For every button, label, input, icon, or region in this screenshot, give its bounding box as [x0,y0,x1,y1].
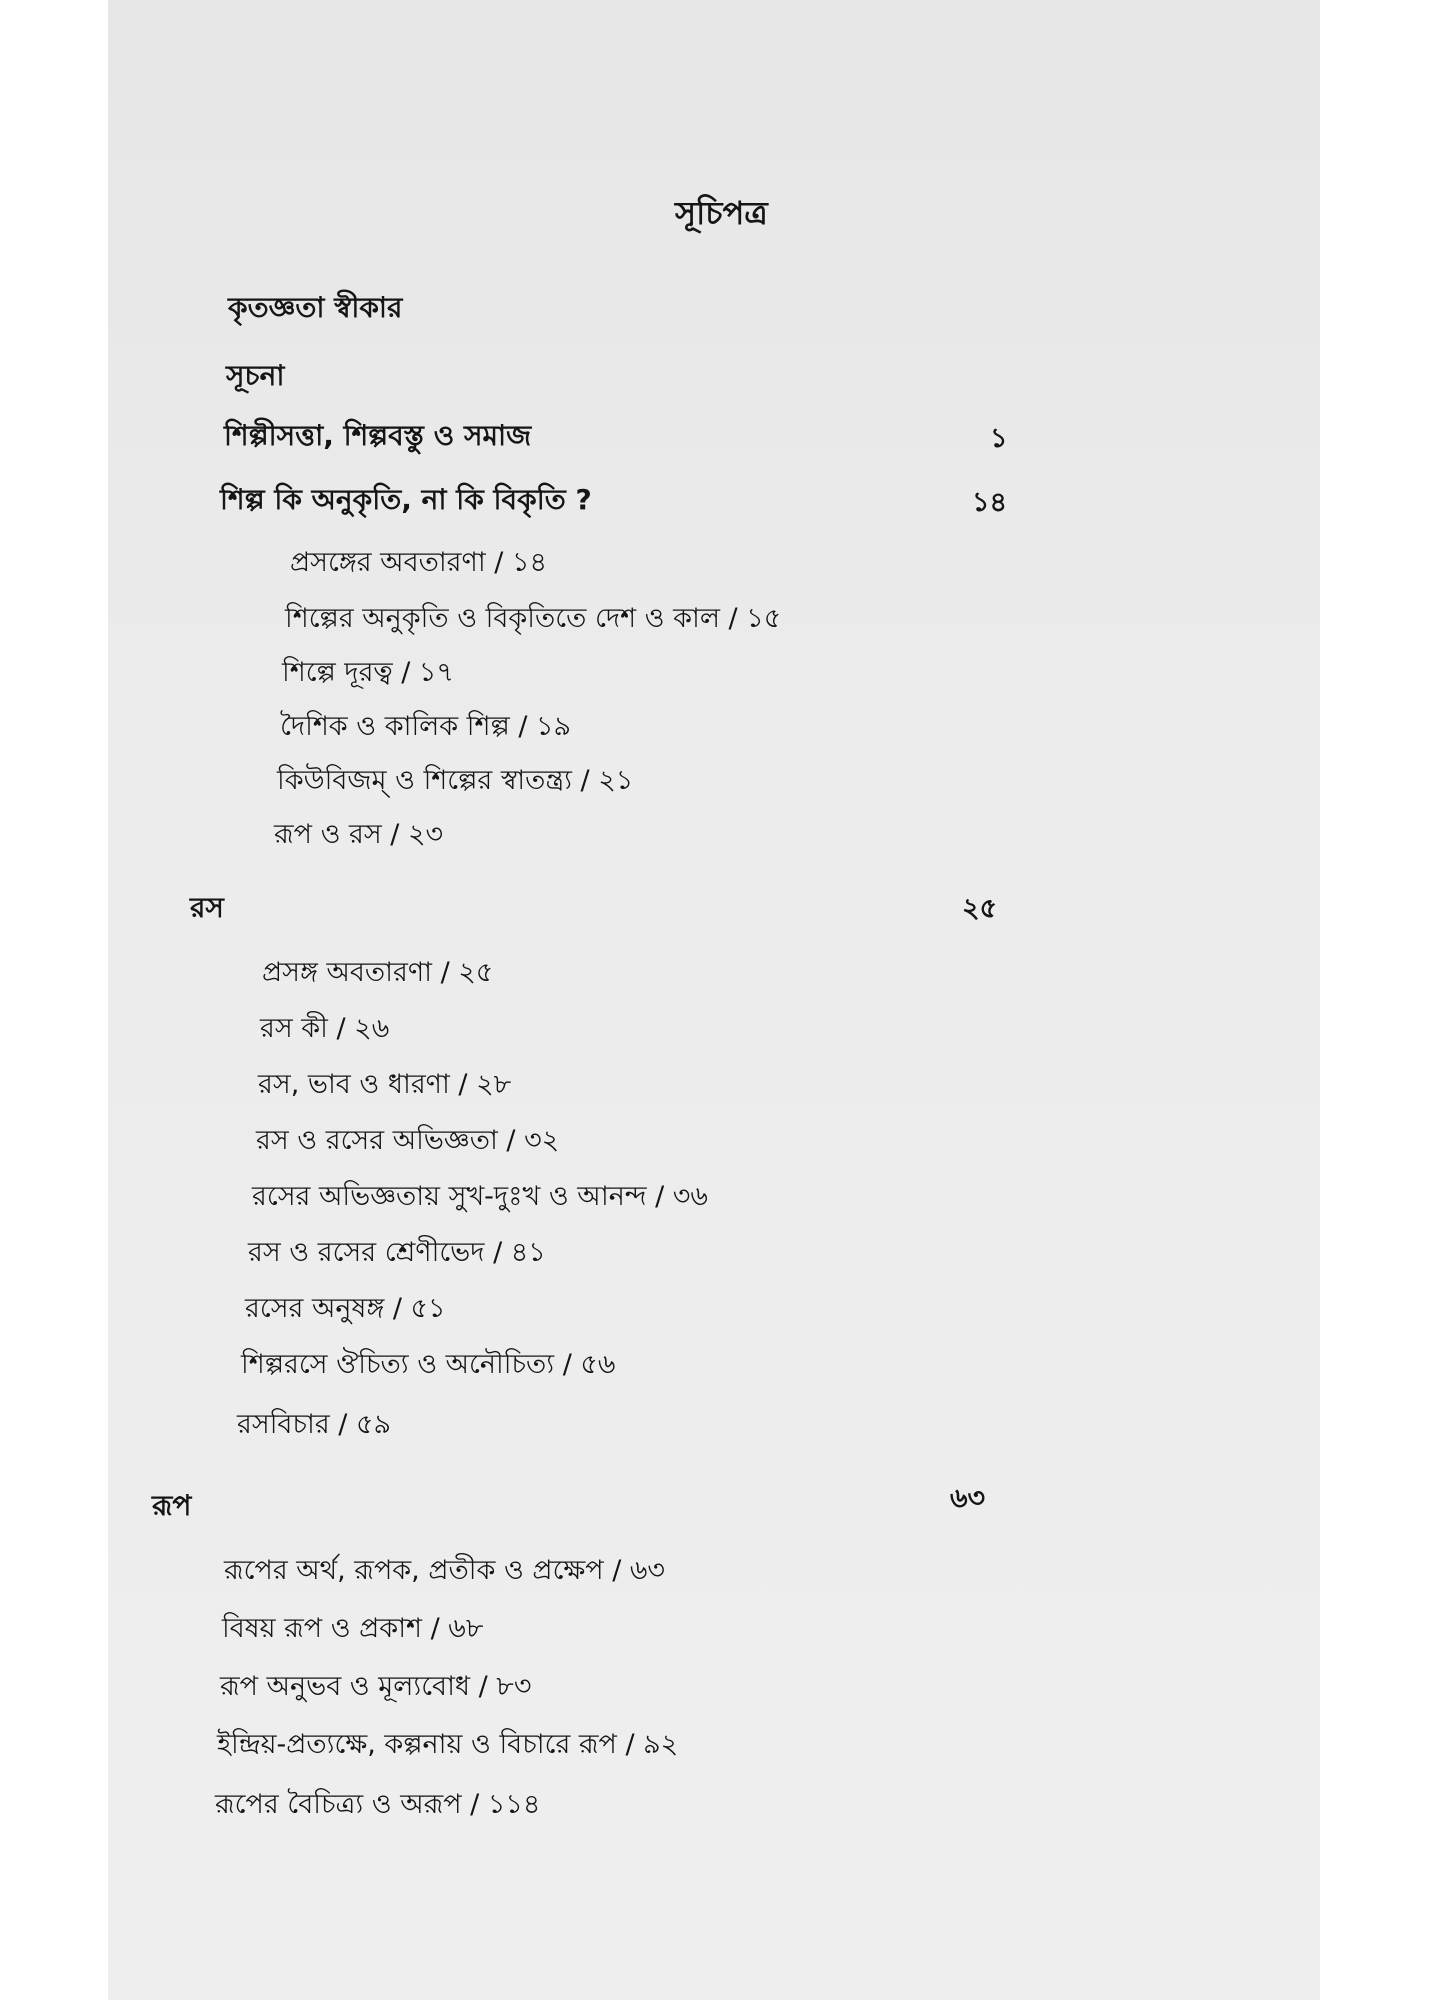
toc-subentry: রস, ভাব ও ধারণা / ২৮ [258,1069,512,1100]
toc-subentry: রস ও রসের শ্রেণীভেদ / ৪১ [248,1237,546,1268]
toc-entry-chapter-rupa: রূপ [152,1489,192,1522]
toc-subentry: রসের অনুষঙ্গ / ৫১ [245,1293,446,1324]
toc-subentry: রূপের অর্থ, রূপক, প্রতীক ও প্রক্ষেপ / ৬৩ [224,1555,665,1586]
toc-subentry: কিউবিজম্ ও শিল্পের স্বাতন্ত্র্য / ২১ [277,765,634,796]
toc-subentry: রূপের বৈচিত্র্য ও অরূপ / ১১৪ [215,1789,541,1820]
toc-entry-chapter-1: শিল্পীসত্তা, শিল্পবস্তু ও সমাজ [224,419,532,452]
toc-entry-introduction: সূচনা [226,359,285,392]
toc-subentry: প্রসঙ্গের অবতারণা / ১৪ [290,547,547,578]
toc-page-number: ২৫ [962,893,998,924]
toc-entry-chapter-2: শিল্প কি অনুকৃতি, না কি বিকৃতি ? [220,483,592,516]
toc-entry-chapter-rasa: রস [190,891,224,924]
toc-subentry: রূপ অনুভব ও মূল্যবোধ / ৮৩ [220,1671,532,1702]
toc-entry-acknowledgement: কৃতজ্ঞতা স্বীকার [228,291,403,324]
toc-page-number: ১ [990,423,1008,454]
toc-subentry: শিল্পরসে ঔচিত্য ও অনৌচিত্য / ৫৬ [241,1349,616,1380]
page-title: সূচিপত্র [675,194,768,232]
toc-page-number: ৬৩ [950,1483,986,1514]
toc-subentry: রস ও রসের অভিজ্ঞতা / ৩২ [256,1125,560,1156]
toc-subentry: প্রসঙ্গ অবতারণা / ২৫ [262,957,494,988]
toc-subentry: রূপ ও রস / ২৩ [274,819,444,850]
toc-subentry: শিল্পের অনুকৃতি ও বিকৃতিতে দেশ ও কাল / ১৫ [285,603,782,634]
toc-subentry: শিল্পে দূরত্ব / ১৭ [282,657,454,688]
toc-page-number: ১৪ [972,487,1008,518]
toc-subentry: রসের অভিজ্ঞতায় সুখ-দুঃখ ও আনন্দ / ৩৬ [252,1181,708,1212]
toc-subentry: বিষয় রূপ ও প্রকাশ / ৬৮ [222,1613,484,1644]
toc-subentry: রস কী / ২৬ [260,1013,390,1044]
toc-subentry: রসবিচার / ৫৯ [237,1409,391,1440]
toc-subentry: দৈশিক ও কালিক শিল্প / ১৯ [280,711,572,742]
toc-subentry: ইন্দ্রিয়-প্রত্যক্ষে, কল্পনায় ও বিচারে রূপ / ৯২ [217,1729,679,1760]
